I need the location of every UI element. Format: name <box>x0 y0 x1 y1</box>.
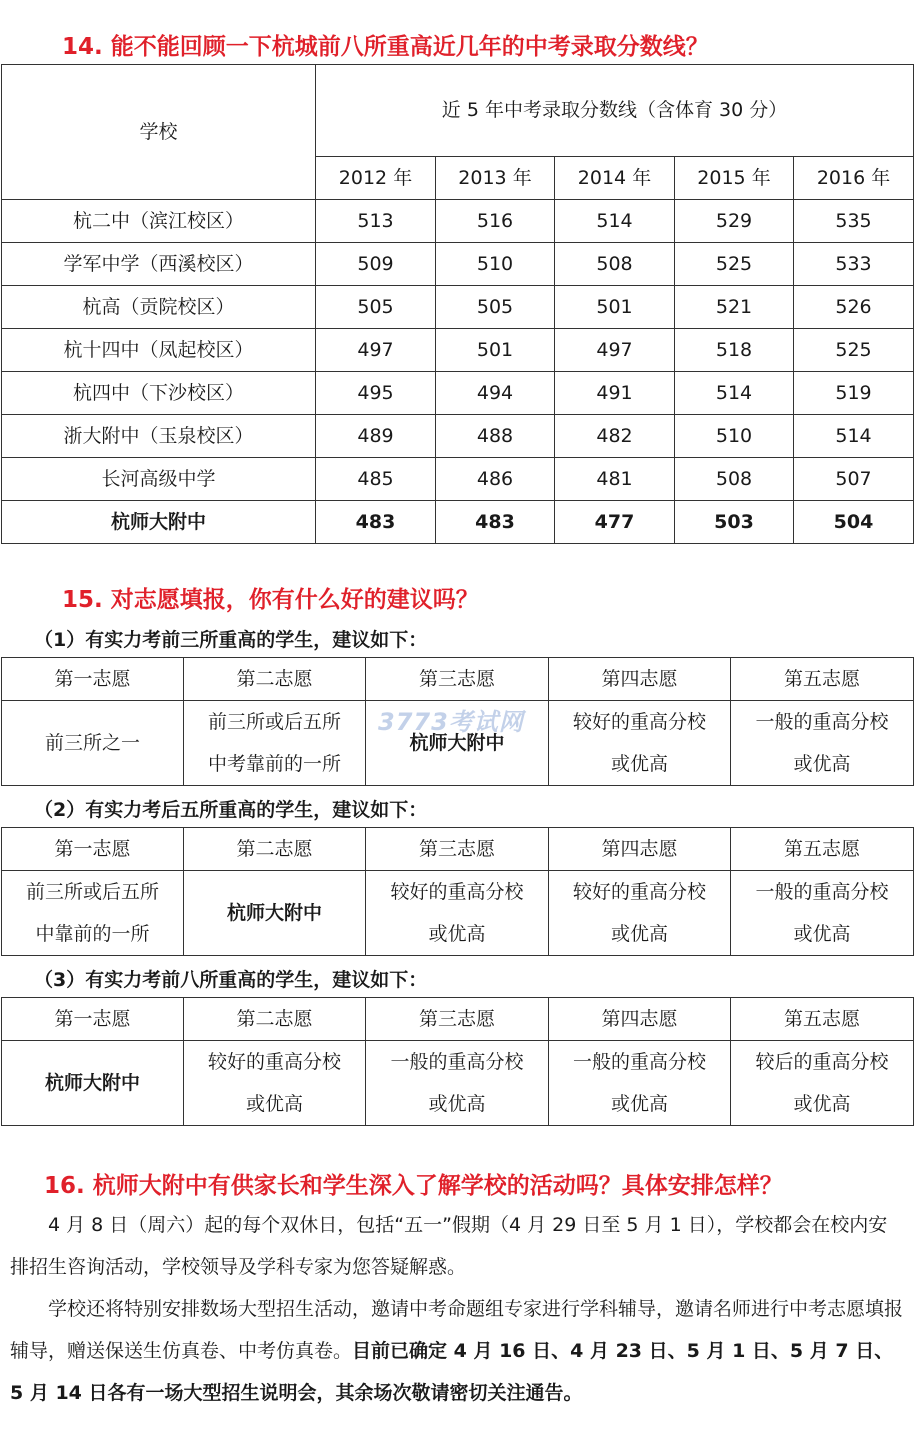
watermark-logo: 3773考试网 <box>378 708 524 736</box>
score-cell: 482 <box>555 415 675 458</box>
q14-title: 14. 能不能回顾一下杭城前八所重高近几年的中考录取分数线？ <box>62 34 709 60</box>
volunteer-header: 第四志愿 <box>549 658 731 701</box>
volunteer-cell <box>184 701 366 786</box>
table-row <box>2 200 914 243</box>
school-header: 学校 <box>2 65 316 200</box>
year-header: 2015 年 <box>675 156 794 199</box>
school-name: 浙大附中（玉泉校区） <box>2 415 316 458</box>
score-cell: 519 <box>794 372 914 415</box>
cell-line: 较好的重高分校 <box>390 881 524 903</box>
score-cell: 481 <box>555 458 675 501</box>
volunteer-table-2 <box>1 827 914 956</box>
score-cell: 507 <box>794 458 914 501</box>
volunteer-header: 第三志愿 <box>366 998 549 1041</box>
score-cell: 508 <box>555 243 675 286</box>
score-cell: 529 <box>675 200 794 243</box>
table-row-highlight <box>2 501 914 544</box>
cell-line: 较后的重高分校 <box>755 1051 889 1073</box>
cell-line: 或优高 <box>793 753 851 775</box>
score-cell: 483 <box>436 501 555 544</box>
volunteer-table-3 <box>1 997 914 1126</box>
volunteer-cell <box>366 1041 549 1126</box>
volunteer-cell <box>366 701 549 786</box>
volunteer-header: 第五志愿 <box>731 658 914 701</box>
score-cell: 514 <box>555 200 675 243</box>
volunteer-cell <box>2 871 184 956</box>
cell-line: 一般的重高分校 <box>755 711 889 733</box>
school-name: 杭师大附中 <box>2 501 316 544</box>
cell-line: 一般的重高分校 <box>390 1051 524 1073</box>
score-cell: 501 <box>436 329 555 372</box>
group2-subtitle: （2）有实力考后五所重高的学生，建议如下： <box>34 799 428 821</box>
volunteer-header: 第二志愿 <box>184 828 366 871</box>
volunteer-cell <box>2 701 184 786</box>
score-cell: 510 <box>675 415 794 458</box>
cell-line: 或优高 <box>610 923 668 945</box>
score-cell: 505 <box>316 286 436 329</box>
volunteer-cell <box>549 871 731 956</box>
volunteer-header: 第三志愿 <box>366 658 549 701</box>
school-name: 学军中学（西溪校区） <box>2 243 316 286</box>
cell-line: 前三所之一 <box>44 732 140 754</box>
volunteer-header: 第四志愿 <box>549 828 731 871</box>
score-cell: 497 <box>555 329 675 372</box>
score-table <box>1 64 914 544</box>
cell-line: 杭师大附中 <box>409 732 505 754</box>
volunteer-header: 第四志愿 <box>549 998 731 1041</box>
volunteer-cell <box>184 871 366 956</box>
score-cell: 514 <box>675 372 794 415</box>
cell-line: 一般的重高分校 <box>755 881 889 903</box>
volunteer-cell <box>2 1041 184 1126</box>
cell-line: 杭师大附中 <box>44 1072 140 1094</box>
cell-line: 较好的重高分校 <box>572 881 706 903</box>
score-cell: 494 <box>436 372 555 415</box>
volunteer-table-1 <box>1 657 914 786</box>
score-cell: 514 <box>794 415 914 458</box>
volunteer-header: 第二志愿 <box>184 998 366 1041</box>
table-row <box>2 286 914 329</box>
score-cell: 513 <box>316 200 436 243</box>
school-name: 杭十四中（凤起校区） <box>2 329 316 372</box>
table-row <box>2 243 914 286</box>
score-cell: 518 <box>675 329 794 372</box>
volunteer-cell <box>366 871 549 956</box>
cell-line: 或优高 <box>428 1093 486 1115</box>
cell-line: 前三所或后五所 <box>25 881 159 903</box>
score-cell: 526 <box>794 286 914 329</box>
cell-line: 或优高 <box>245 1093 303 1115</box>
cell-line: 或优高 <box>793 1093 851 1115</box>
score-cell: 505 <box>436 286 555 329</box>
school-name: 杭四中（下沙校区） <box>2 372 316 415</box>
score-cell: 489 <box>316 415 436 458</box>
score-cell: 504 <box>794 501 914 544</box>
cell-line: 前三所或后五所 <box>207 711 341 733</box>
score-cell: 488 <box>436 415 555 458</box>
volunteer-header: 第五志愿 <box>731 828 914 871</box>
year-header: 2014 年 <box>555 156 675 199</box>
cell-line: 中考靠前的一所 <box>207 753 341 775</box>
score-cell: 525 <box>675 243 794 286</box>
volunteer-cell <box>184 1041 366 1126</box>
score-cell: 525 <box>794 329 914 372</box>
cell-line: 或优高 <box>428 923 486 945</box>
volunteer-cell <box>549 701 731 786</box>
score-cell: 533 <box>794 243 914 286</box>
volunteer-cell <box>731 1041 914 1126</box>
table-row <box>2 372 914 415</box>
q16-paragraph-2 <box>10 1288 905 1414</box>
score-cell: 477 <box>555 501 675 544</box>
q16-paragraph-1: 4 月 8 日（周六）起的每个双休日，包括“五一”假期（4 月 29 日至 5 月 1 日），学校都会在校内安排招生咨询活动，学校领导及学科专家为您答疑解惑。 <box>10 1214 888 1278</box>
cell-line: 或优高 <box>610 753 668 775</box>
cell-line: 一般的重高分校 <box>572 1051 706 1073</box>
cell-line: 中靠前的一所 <box>35 923 150 945</box>
cell-line: 较好的重高分校 <box>572 711 706 733</box>
paragraph-bold-text: 目前已确定 4 月 16 日、4 月 23 日、5 月 1 日、5 月 7 日、5 月 14 日各有一场大型招生说明会，其余场次敬请密切关注通告。 <box>10 1340 894 1404</box>
q15-title: 15. 对志愿填报，你有什么好的建议吗？ <box>62 587 479 613</box>
group3-subtitle: （3）有实力考前八所重高的学生，建议如下： <box>34 969 428 991</box>
score-cell: 509 <box>316 243 436 286</box>
year-header: 2013 年 <box>436 156 555 199</box>
score-cell: 483 <box>316 501 436 544</box>
volunteer-cell <box>731 701 914 786</box>
score-cell: 486 <box>436 458 555 501</box>
school-name: 长河高级中学 <box>2 458 316 501</box>
paragraph-text: 学校还将特别安排数场大型招生活动，邀请中考命题组专家进行学科辅导，邀请名师进行中考志愿填报辅导，赠送保送生仿真卷、中考仿真卷。 <box>10 1298 904 1362</box>
volunteer-header: 第一志愿 <box>2 998 184 1041</box>
year-header: 2016 年 <box>794 156 914 199</box>
school-name: 杭高（贡院校区） <box>2 286 316 329</box>
cell-line: 杭师大附中 <box>226 902 322 924</box>
school-name: 杭二中（滨江校区） <box>2 200 316 243</box>
score-cell: 535 <box>794 200 914 243</box>
table-row <box>2 458 914 501</box>
table-row <box>2 415 914 458</box>
table-row <box>2 329 914 372</box>
volunteer-header: 第一志愿 <box>2 828 184 871</box>
cell-line: 或优高 <box>610 1093 668 1115</box>
volunteer-header: 第五志愿 <box>731 998 914 1041</box>
score-cell: 503 <box>675 501 794 544</box>
volunteer-cell <box>549 1041 731 1126</box>
score-cell: 508 <box>675 458 794 501</box>
score-cell: 491 <box>555 372 675 415</box>
cell-line: 较好的重高分校 <box>207 1051 341 1073</box>
score-cell: 485 <box>316 458 436 501</box>
volunteer-header: 第三志愿 <box>366 828 549 871</box>
score-cell: 510 <box>436 243 555 286</box>
score-cell: 501 <box>555 286 675 329</box>
volunteer-header: 第一志愿 <box>2 658 184 701</box>
score-cell: 495 <box>316 372 436 415</box>
cell-line: 或优高 <box>793 923 851 945</box>
volunteer-cell <box>731 871 914 956</box>
span-header: 近 5 年中考录取分数线（含体育 30 分） <box>316 65 914 157</box>
volunteer-header: 第二志愿 <box>184 658 366 701</box>
group1-subtitle: （1）有实力考前三所重高的学生，建议如下： <box>34 629 428 651</box>
score-cell: 497 <box>316 329 436 372</box>
q16-title: 16. 杭师大附中有供家长和学生深入了解学校的活动吗？具体安排怎样？ <box>44 1173 783 1199</box>
score-cell: 516 <box>436 200 555 243</box>
year-header: 2012 年 <box>316 156 436 199</box>
score-cell: 521 <box>675 286 794 329</box>
